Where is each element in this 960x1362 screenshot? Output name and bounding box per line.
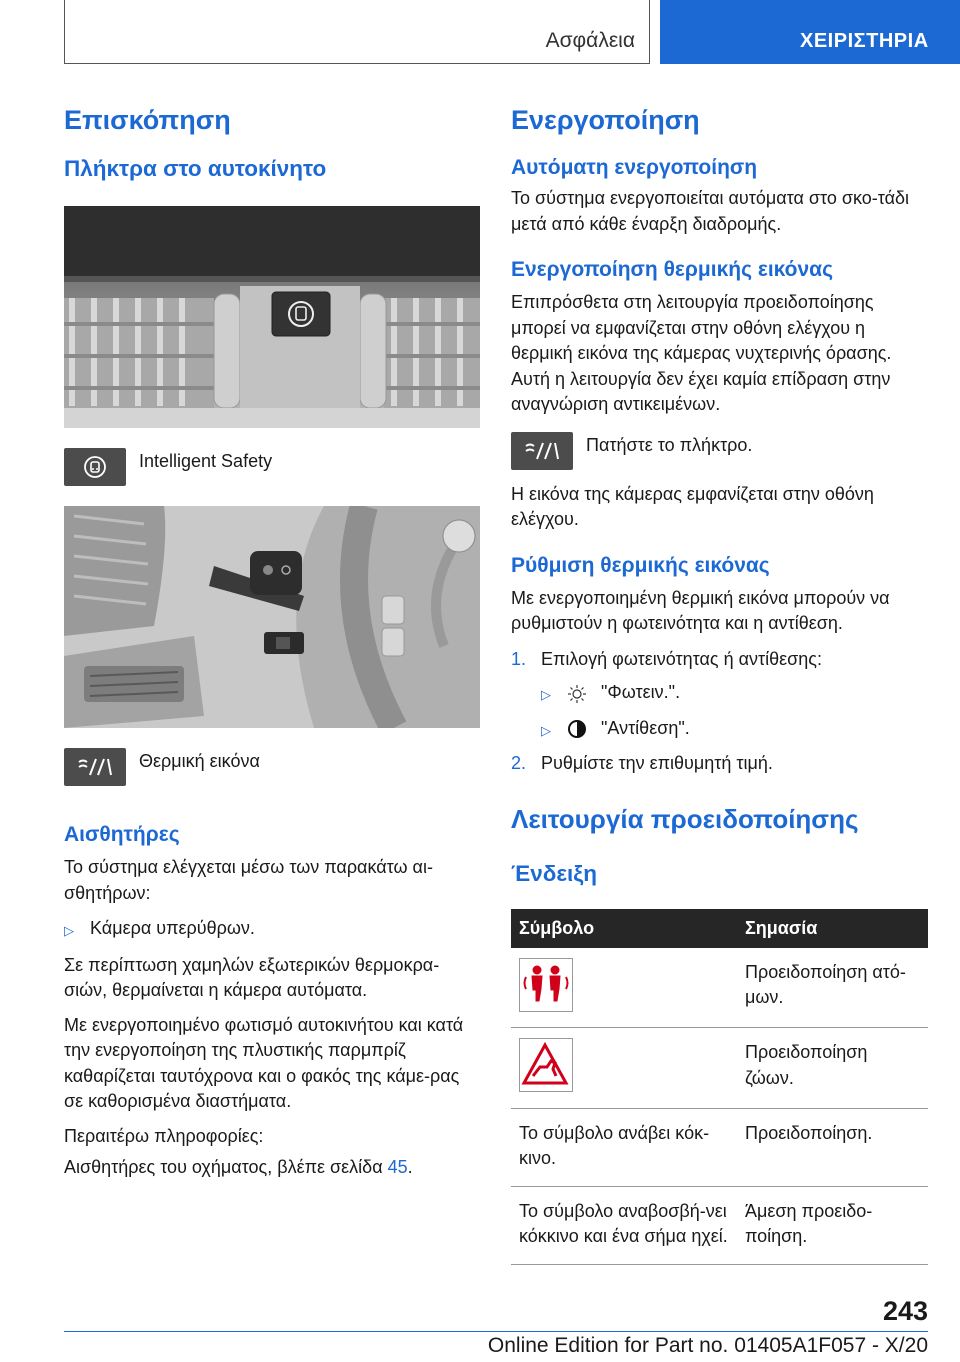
table-cell-symbol	[511, 948, 737, 1028]
footer-divider	[64, 1331, 928, 1332]
press-button-row	[511, 432, 928, 470]
intelligent-safety-label: Intelligent Safety	[139, 451, 273, 471]
left-column	[64, 100, 480, 1181]
right-column	[511, 100, 928, 1265]
table-cell-meaning: Προειδοποίηση ατό-μων.	[737, 948, 928, 1028]
header-chapter-label: ΧΕΙΡΙΣΤΗΡΙΑ	[800, 30, 929, 52]
edition-note: Online Edition for Part no. 01405A1F057 - X/20	[487, 1334, 928, 1357]
table-header-row	[511, 909, 928, 948]
adjust-text: Με ενεργοποιημένη θερμική εικόνα μπορούν να ρυθμιστούν η φωτεινότητα και η αντίθεση.	[511, 587, 890, 633]
intelligent-safety-icon	[64, 448, 126, 486]
camera-shown-text: Η εικόνα της κάμερας εμφανίζεται στην οθόνη ελέγχου.	[511, 483, 874, 529]
page-number: 243	[882, 1296, 928, 1326]
thermal-activation-text: Επιπρόσθετα στη λειτουργία προειδοποίησης μπορεί να εμφανίζεται στην οθόνη ελέγχου η θερμική εικόνα της κάμερας νυχτερινής όρασης. Αυτή η λειτουργία δεν έχει καμία επίδραση στην αναγνώριση αντικειμένων.	[511, 292, 892, 414]
table-row	[511, 1186, 928, 1264]
table-cell-symbol: Το σύμβολο ανάβει κόκ-κινο.	[511, 1108, 737, 1186]
press-button-text: Πατήστε το πλήκτρο.	[586, 434, 753, 455]
table-cell-meaning: Προειδοποίηση.	[737, 1108, 928, 1186]
bullet-triangle-icon: ▷	[541, 722, 551, 738]
animal-warning-icon	[519, 1038, 573, 1092]
bullet-triangle-icon: ▷	[541, 687, 551, 702]
paragraph-camera-cleaning: Με ενεργοποιημένο φωτισμό αυτοκινήτου και κατά την ενεργοποίηση της πλυστικής παρμπρίζ καθαρίζεται ταυτόχρονα και ο φακός της κάμε-ρας σε καθορισμένα διαστήματα.	[64, 1014, 464, 1111]
table-row	[511, 1028, 928, 1109]
button-intelligent-safety-row	[64, 448, 480, 486]
page-reference-link[interactable]: 45	[387, 1157, 408, 1177]
heading-activation: Ενεργοποίηση	[511, 105, 700, 135]
thermal-image-button-icon	[511, 432, 573, 470]
more-info-label: Περαιτέρω πληροφορίες:	[64, 1125, 264, 1146]
brightness-icon	[567, 680, 601, 708]
header-section-title: Ασφάλεια	[545, 29, 635, 52]
option-brightness: ▷ "Φωτειν.".	[511, 680, 928, 708]
dashboard-photo	[64, 206, 480, 428]
header-chapter-tab[interactable]	[660, 0, 960, 64]
table-cell-symbol	[511, 1028, 737, 1109]
heading-warning-function: Λειτουργία προειδοποίησης	[511, 803, 859, 834]
table-header-symbol: Σύμβολο	[511, 909, 737, 948]
indication-table	[511, 909, 928, 1265]
sensors-intro: Το σύστημα ελέγχεται μέσω των παρακάτω αι-σθητήρων:	[64, 857, 433, 903]
heading-buttons: Πλήκτρα στο αυτοκίνητο	[64, 156, 327, 181]
option-contrast: ▷ "Αντίθεση".	[511, 716, 928, 744]
table-cell-meaning: Προειδοποίηση ζώων.	[737, 1028, 928, 1109]
reference-line: Αισθητήρες του οχήματος, βλέπε σελίδα 45.	[64, 1157, 413, 1177]
step-1: 1. Επιλογή φωτεινότητας ή αντίθεσης:	[511, 648, 822, 669]
table-row	[511, 1108, 928, 1186]
table-cell-meaning: Άμεση προειδο-ποίηση.	[737, 1186, 928, 1264]
paragraph-camera-heating: Σε περίπτωση χαμηλών εξωτερικών θερμοκρα-σιών, θερμαίνεται η κάμερα αυτόματα.	[64, 954, 440, 1000]
heading-adjust-thermal: Ρύθμιση θερμικής εικόνας	[511, 553, 770, 577]
sensor-list-item: ▷ Κάμερα υπερύθρων.	[64, 916, 480, 944]
table-header-meaning: Σημασία	[737, 909, 928, 948]
button-thermal-image-row	[64, 748, 480, 786]
table-row	[511, 948, 928, 1028]
steering-column-photo	[64, 506, 480, 728]
heading-thermal-activation: Ενεργοποίηση θερμικής εικόνας	[511, 258, 834, 281]
heading-auto-activation: Αυτόματη ενεργοποίηση	[511, 156, 758, 179]
thermal-image-label: Θερμική εικόνα	[139, 751, 260, 771]
contrast-icon	[567, 716, 601, 744]
header-frame	[64, 0, 650, 64]
table-cell-symbol: Το σύμβολο αναβοσβή-νει κόκκινο και ένα σήμα ηχεί.	[511, 1186, 737, 1264]
heading-sensors: Αισθητήρες	[64, 823, 180, 846]
heading-overview: Επισκόπηση	[64, 105, 231, 135]
heading-indication: Ένδειξη	[511, 860, 598, 886]
auto-activation-text: Το σύστημα ενεργοποιείται αυτόματα στο σκο-τάδι μετά από κάθε έναρξη διαδρομής.	[511, 188, 910, 234]
thermal-image-icon	[64, 748, 126, 786]
bullet-triangle-icon: ▷	[64, 923, 74, 938]
person-warning-icon	[519, 958, 573, 1012]
step-2: 2. Ρυθμίστε την επιθυμητή τιμή.	[511, 753, 773, 773]
